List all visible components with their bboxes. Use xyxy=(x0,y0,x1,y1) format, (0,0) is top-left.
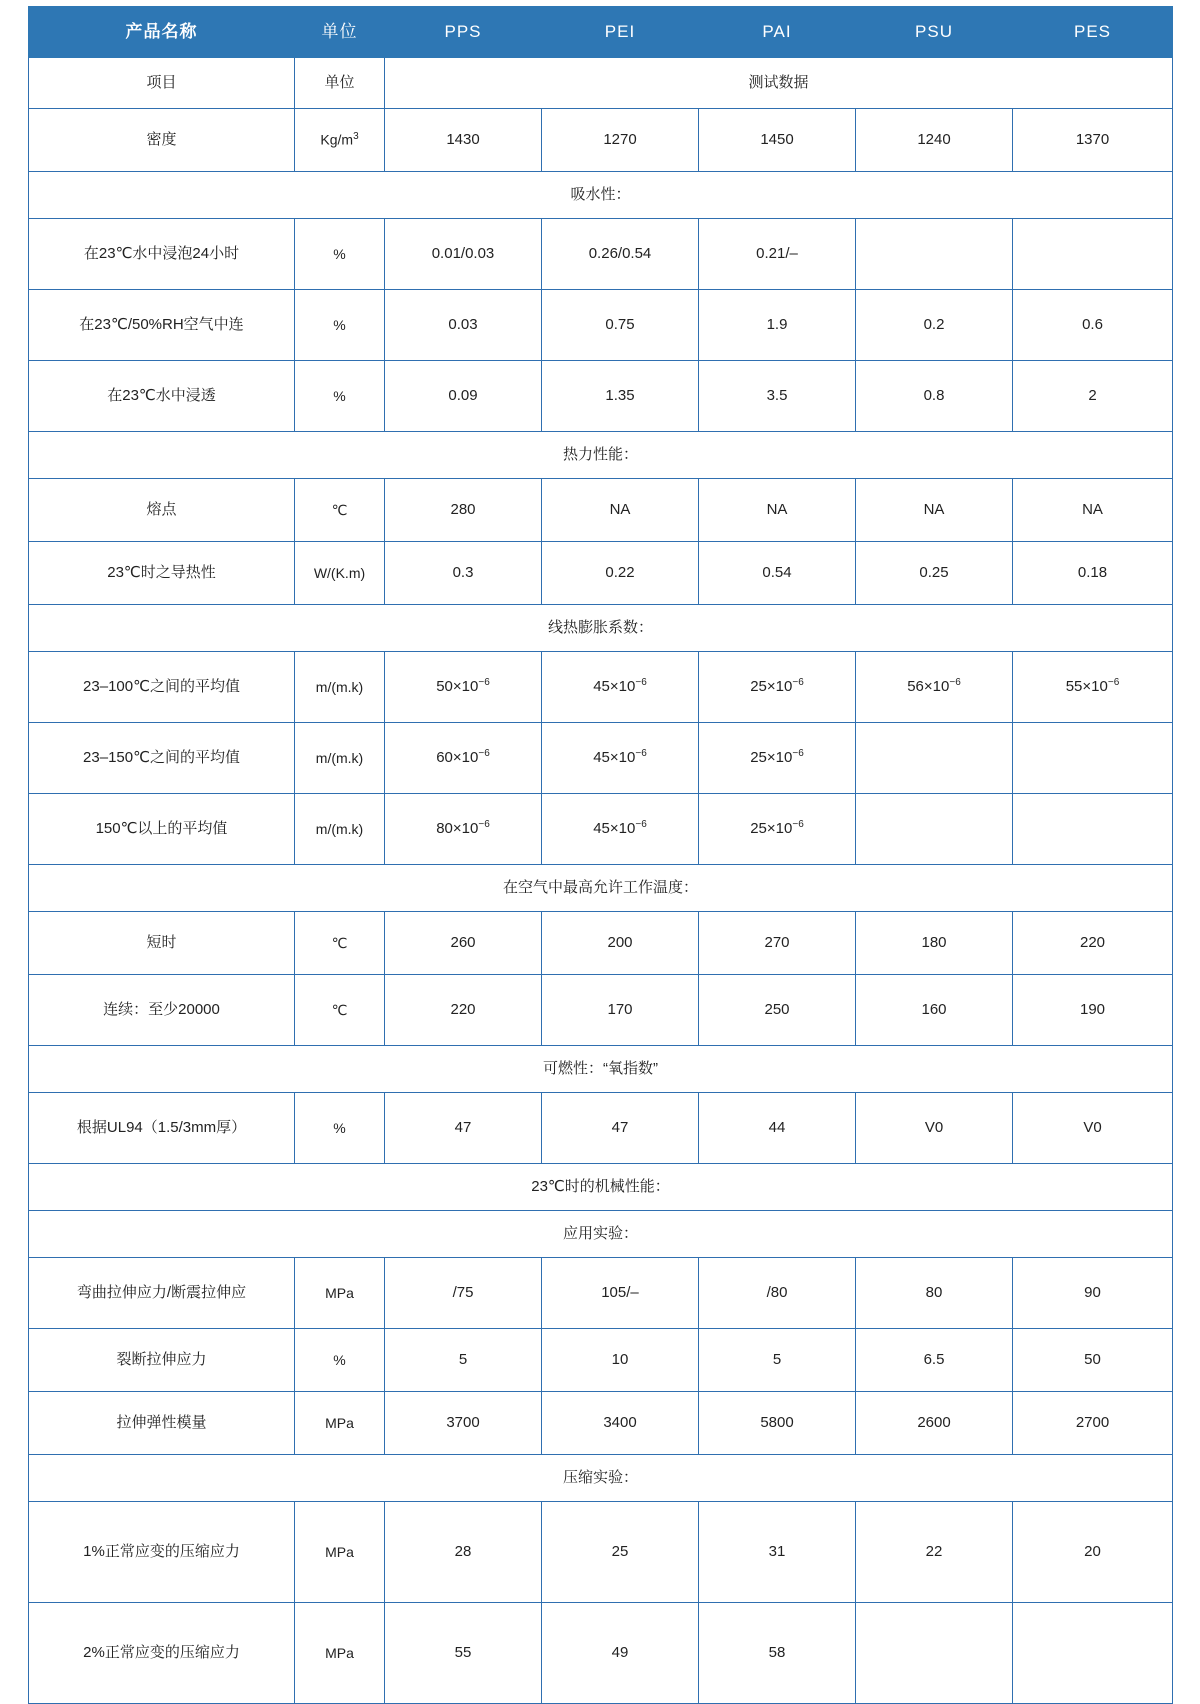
table-section-row xyxy=(29,1211,1173,1258)
table-row xyxy=(29,975,1173,1046)
cell-pes: 50 xyxy=(1013,1329,1173,1392)
cell-pes xyxy=(1013,219,1173,290)
cell-psu xyxy=(856,219,1013,290)
cell-pei: 10 xyxy=(542,1329,699,1392)
cell-pei: NA xyxy=(542,479,699,542)
cell-pps: $80\times 10^{-6}$ xyxy=(385,794,542,865)
row-label: 熔点 xyxy=(29,479,295,542)
section-label: 在空气中最高允许工作温度： xyxy=(29,865,1173,912)
cell-pai: 250 xyxy=(699,975,856,1046)
table-section-row xyxy=(29,172,1173,219)
cell-pes: 90 xyxy=(1013,1258,1173,1329)
cell-psu: 0.8 xyxy=(856,361,1013,432)
row-unit: $Kg/m^3$ xyxy=(295,109,385,172)
cell-psu xyxy=(856,723,1013,794)
cell-pps: 3700 xyxy=(385,1392,542,1455)
cell-pai: 1.9 xyxy=(699,290,856,361)
cell-pps: 0.01/0.03 xyxy=(385,219,542,290)
row-unit: MPa xyxy=(295,1603,385,1704)
row-unit: m/(m.k) xyxy=(295,723,385,794)
row-unit: W/(K.m) xyxy=(295,542,385,605)
row-label: 2%正常应变的压缩应力 xyxy=(29,1603,295,1704)
cell-pps: /75 xyxy=(385,1258,542,1329)
cell-psu: 6.5 xyxy=(856,1329,1013,1392)
cell-pps: 280 xyxy=(385,479,542,542)
cell-pps: 55 xyxy=(385,1603,542,1704)
cell-psu xyxy=(856,1603,1013,1704)
section-label: 线热膨胀系数： xyxy=(29,605,1173,652)
cell-pai: 0.54 xyxy=(699,542,856,605)
section-label: 可燃性：“氧指数” xyxy=(29,1046,1173,1093)
table-row xyxy=(29,219,1173,290)
table-section-row xyxy=(29,1164,1173,1211)
cell-psu: 180 xyxy=(856,912,1013,975)
header-pai: PAI xyxy=(699,7,856,58)
section-label: 吸水性： xyxy=(29,172,1173,219)
header-psu: PSU xyxy=(856,7,1013,58)
table-row xyxy=(29,361,1173,432)
cell-pei: 0.75 xyxy=(542,290,699,361)
row-unit: % xyxy=(295,361,385,432)
header-unit: 单位 xyxy=(295,7,385,58)
cell-pai: $25\times 10^{-6}$ xyxy=(699,723,856,794)
cell-pes: 2 xyxy=(1013,361,1173,432)
table-row xyxy=(29,479,1173,542)
row-label: 23–150℃之间的平均值 xyxy=(29,723,295,794)
row-label: 拉伸弹性模量 xyxy=(29,1392,295,1455)
cell-psu: 0.2 xyxy=(856,290,1013,361)
cell-pei: 0.26/0.54 xyxy=(542,219,699,290)
row-label: 在23℃水中浸透 xyxy=(29,361,295,432)
row-unit: % xyxy=(295,290,385,361)
cell-pes: $55\times 10^{-6}$ xyxy=(1013,652,1173,723)
subheader-unit: 单位 xyxy=(295,58,385,109)
row-label: 根据UL94（1.5/3mm厚） xyxy=(29,1093,295,1164)
cell-psu: V0 xyxy=(856,1093,1013,1164)
cell-pei: 105/– xyxy=(542,1258,699,1329)
row-unit: % xyxy=(295,1329,385,1392)
material-properties-table xyxy=(28,6,1173,1704)
row-label: 23–100℃之间的平均值 xyxy=(29,652,295,723)
row-label: 1%正常应变的压缩应力 xyxy=(29,1502,295,1603)
cell-pai: 44 xyxy=(699,1093,856,1164)
cell-pes: 20 xyxy=(1013,1502,1173,1603)
section-label: 热力性能： xyxy=(29,432,1173,479)
row-unit: ℃ xyxy=(295,912,385,975)
cell-pei: 3400 xyxy=(542,1392,699,1455)
cell-pps: 1430 xyxy=(385,109,542,172)
cell-pes: 0.6 xyxy=(1013,290,1173,361)
table-row xyxy=(29,652,1173,723)
cell-pps: 0.03 xyxy=(385,290,542,361)
cell-pei: 1270 xyxy=(542,109,699,172)
cell-pes: 0.18 xyxy=(1013,542,1173,605)
table-row xyxy=(29,1329,1173,1392)
row-label: 连续：至少20000 xyxy=(29,975,295,1046)
row-unit: ℃ xyxy=(295,975,385,1046)
cell-pai: 270 xyxy=(699,912,856,975)
cell-pps: 5 xyxy=(385,1329,542,1392)
row-unit: m/(m.k) xyxy=(295,652,385,723)
row-unit: MPa xyxy=(295,1392,385,1455)
table-row xyxy=(29,723,1173,794)
cell-pes: 190 xyxy=(1013,975,1173,1046)
table-subheader-row xyxy=(29,58,1173,109)
cell-pei: $45\times 10^{-6}$ xyxy=(542,723,699,794)
table-row xyxy=(29,1392,1173,1455)
cell-psu: $56\times 10^{-6}$ xyxy=(856,652,1013,723)
cell-psu: NA xyxy=(856,479,1013,542)
row-label: 密度 xyxy=(29,109,295,172)
row-label: 弯曲拉伸应力/断震拉伸应 xyxy=(29,1258,295,1329)
cell-psu: 22 xyxy=(856,1502,1013,1603)
table-row xyxy=(29,542,1173,605)
cell-pps: 0.09 xyxy=(385,361,542,432)
cell-pps: 28 xyxy=(385,1502,542,1603)
cell-pps: 220 xyxy=(385,975,542,1046)
table-row xyxy=(29,912,1173,975)
cell-pai: 0.21/– xyxy=(699,219,856,290)
cell-pai: 1450 xyxy=(699,109,856,172)
header-product-name: 产品名称 xyxy=(29,7,295,58)
subheader-test-data: 测试数据 xyxy=(385,58,1173,109)
section-label: 压缩实验： xyxy=(29,1455,1173,1502)
cell-psu xyxy=(856,794,1013,865)
cell-pes xyxy=(1013,794,1173,865)
row-label: 短时 xyxy=(29,912,295,975)
cell-pes: V0 xyxy=(1013,1093,1173,1164)
table-row xyxy=(29,794,1173,865)
row-unit: m/(m.k) xyxy=(295,794,385,865)
row-unit: % xyxy=(295,1093,385,1164)
section-label: 应用实验： xyxy=(29,1211,1173,1258)
table-row xyxy=(29,1603,1173,1704)
table-section-row xyxy=(29,1046,1173,1093)
table-row xyxy=(29,109,1173,172)
row-label: 在23℃水中浸泡24小时 xyxy=(29,219,295,290)
table-body xyxy=(29,58,1173,1704)
table-row xyxy=(29,1258,1173,1329)
cell-pes: 220 xyxy=(1013,912,1173,975)
row-label: 在23℃/50%RH空气中连 xyxy=(29,290,295,361)
cell-pai: 5 xyxy=(699,1329,856,1392)
cell-pps: $60\times 10^{-6}$ xyxy=(385,723,542,794)
cell-pei: 1.35 xyxy=(542,361,699,432)
cell-pai: /80 xyxy=(699,1258,856,1329)
cell-pei: 25 xyxy=(542,1502,699,1603)
cell-pps: 47 xyxy=(385,1093,542,1164)
cell-pai: 58 xyxy=(699,1603,856,1704)
cell-pei: $45\times 10^{-6}$ xyxy=(542,652,699,723)
table-section-row xyxy=(29,865,1173,912)
section-label: 23℃时的机械性能： xyxy=(29,1164,1173,1211)
row-unit: MPa xyxy=(295,1258,385,1329)
cell-pei: 47 xyxy=(542,1093,699,1164)
table-section-row xyxy=(29,1455,1173,1502)
cell-pei: $45\times 10^{-6}$ xyxy=(542,794,699,865)
cell-pes xyxy=(1013,1603,1173,1704)
row-label: 23℃时之导热性 xyxy=(29,542,295,605)
cell-psu: 1240 xyxy=(856,109,1013,172)
cell-pei: 49 xyxy=(542,1603,699,1704)
cell-pps: 260 xyxy=(385,912,542,975)
subheader-item: 项目 xyxy=(29,58,295,109)
header-pei: PEI xyxy=(542,7,699,58)
cell-pes xyxy=(1013,723,1173,794)
cell-pai: 3.5 xyxy=(699,361,856,432)
cell-pei: 170 xyxy=(542,975,699,1046)
cell-pei: 0.22 xyxy=(542,542,699,605)
table-section-row xyxy=(29,605,1173,652)
cell-pai: $25\times 10^{-6}$ xyxy=(699,652,856,723)
row-label: 裂断拉伸应力 xyxy=(29,1329,295,1392)
cell-pai: 31 xyxy=(699,1502,856,1603)
cell-psu: 80 xyxy=(856,1258,1013,1329)
cell-pai: 5800 xyxy=(699,1392,856,1455)
cell-pes: 2700 xyxy=(1013,1392,1173,1455)
table-row xyxy=(29,290,1173,361)
table-row xyxy=(29,1502,1173,1603)
cell-psu: 160 xyxy=(856,975,1013,1046)
cell-pps: 0.3 xyxy=(385,542,542,605)
row-label: 150℃以上的平均值 xyxy=(29,794,295,865)
row-unit: ℃ xyxy=(295,479,385,542)
row-unit: % xyxy=(295,219,385,290)
header-pps: PPS xyxy=(385,7,542,58)
table-row xyxy=(29,1093,1173,1164)
cell-pai: $25\times 10^{-6}$ xyxy=(699,794,856,865)
row-unit: MPa xyxy=(295,1502,385,1603)
table-section-row xyxy=(29,432,1173,479)
header-pes: PES xyxy=(1013,7,1173,58)
cell-pai: NA xyxy=(699,479,856,542)
cell-psu: 2600 xyxy=(856,1392,1013,1455)
cell-pei: 200 xyxy=(542,912,699,975)
cell-psu: 0.25 xyxy=(856,542,1013,605)
cell-pes: NA xyxy=(1013,479,1173,542)
table-header-row xyxy=(29,7,1173,58)
cell-pes: 1370 xyxy=(1013,109,1173,172)
cell-pps: $50\times 10^{-6}$ xyxy=(385,652,542,723)
